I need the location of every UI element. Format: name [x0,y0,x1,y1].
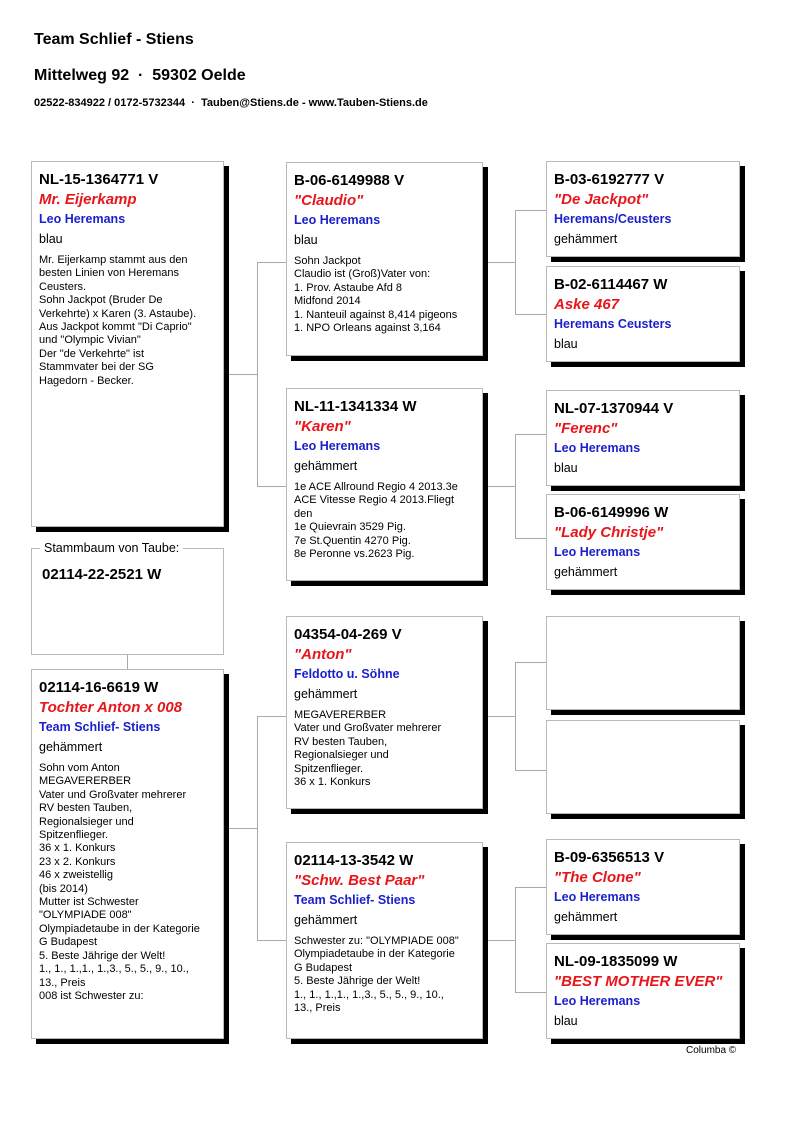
ddd-card [546,943,740,1039]
connector-line [483,262,515,263]
address: Mittelweg 92 · 59302 Oelde [34,67,246,84]
breeder-name: Leo Heremans [294,213,381,227]
breeder-name: Leo Heremans [554,441,641,455]
ring-number: NL-15-1364771 V [39,171,159,188]
sss-card [546,161,740,257]
connector-line [515,887,546,888]
connector-line [515,662,546,663]
connector-line [483,486,515,487]
sds-card [546,390,740,486]
pigeon-name: Tochter Anton x 008 [39,699,183,716]
breeder-name: Heremans Ceusters [554,317,672,331]
pigeon-name: "Anton" [294,646,352,663]
pedigree-subject-box [31,548,224,655]
pigeon-name: "Schw. Best Paar" [294,872,425,889]
pigeon-color: gehämmert [294,913,358,927]
pigeon-notes: Mr. Eijerkamp stammt aus den besten Linien von Heremans Ceusters. Sohn Jackpot (Bruder De Verkehrte) x Karen (3. Astaube). Aus Jackpot kommt "Di Caprio" und "Olympic Vivian" Der "de Verkehrte" ist Stammvater bei der SG Hagedorn - Becker. [39,254,197,387]
pigeon-name: "Claudio" [294,192,364,209]
pigeon-notes: Schwester zu: "OLYMPIADE 008" Olympiadetaube in der Kategorie G Budapest 5. Beste Jährige der Welt! 1., 1., 1.,1., 1.,3., 5., 5., 9., 10., 13., Preis [294,935,459,1015]
breeder-name: Leo Heremans [554,994,641,1008]
connector-line [483,940,515,941]
sire-card [31,161,224,527]
ring-number: NL-07-1370944 V [554,400,674,417]
ring-number: 02114-13-3542 W [294,852,414,869]
ring-number: B-09-6356513 V [554,849,665,866]
breeder-name: Team Schlief- Stiens [39,720,161,734]
connector-line [515,434,546,435]
breeder-name: Leo Heremans [39,212,126,226]
breeder-name: Leo Heremans [554,890,641,904]
dam-sire-card [286,616,483,809]
connector-line [257,486,286,487]
connector-line [257,262,286,263]
connector-line [515,992,546,993]
connector-line [515,434,516,538]
connector-line [515,662,516,770]
ring-number: B-06-6149996 W [554,504,669,521]
ring-number: NL-11-1341334 W [294,398,417,415]
pigeon-color: blau [294,233,318,247]
breeder-name: Leo Heremans [554,545,641,559]
pigeon-notes: MEGAVERERBER Vater und Großvater mehrerer RV besten Tauben, Regionalsieger und Spitzenflieger. 36 x 1. Konkurs [294,709,442,789]
pigeon-color: blau [554,1014,578,1028]
ring-number: 04354-04-269 V [294,626,402,643]
breeder-name: Feldotto u. Söhne [294,667,400,681]
ring-number: NL-09-1835099 W [554,953,678,970]
sire-dam-card [286,388,483,581]
ring-number: B-03-6192777 V [554,171,665,188]
connector-line [515,210,546,211]
pedigree-subject-ring: 02114-22-2521 W [42,566,162,583]
pigeon-color: gehämmert [554,232,618,246]
connector-line [127,655,128,669]
pigeon-color: blau [554,461,578,475]
pigeon-color: gehämmert [554,910,618,924]
dam-dam-card [286,842,483,1039]
dds-card [546,839,740,935]
pigeon-name: "Lady Christje" [554,524,664,541]
dsd-card-empty [546,720,740,814]
connector-line [515,538,546,539]
pigeon-color: gehämmert [294,459,358,473]
pigeon-name: "Karen" [294,418,351,435]
connector-line [257,716,286,717]
team-name: Team Schlief - Stiens [34,31,194,48]
pigeon-color: gehämmert [39,740,103,754]
dss-card-empty [546,616,740,710]
footer-credit: Columba © [686,1045,737,1056]
ring-number: B-06-6149988 V [294,172,405,189]
connector-line [257,940,286,941]
connector-line [515,314,546,315]
ring-number: B-02-6114467 W [554,276,668,293]
ring-number: 02114-16-6619 W [39,679,159,696]
ssd-card [546,266,740,362]
connector-line [257,262,258,486]
sire-sire-card [286,162,483,356]
pigeon-name: "The Clone" [554,869,641,886]
pigeon-name: Mr. Eijerkamp [39,191,137,208]
connector-line [483,716,515,717]
pigeon-notes: 1e ACE Allround Regio 4 2013.3e ACE Vitesse Regio 4 2013.Fliegt den 1e Quievrain 3529 Pig. 7e St.Quentin 4270 Pig. 8e Peronne vs.2623 Pig. [294,481,458,561]
pigeon-color: gehämmert [554,565,618,579]
connector-line [225,374,257,375]
connector-line [257,716,258,940]
pigeon-name: "De Jackpot" [554,191,649,208]
pigeon-name: Aske 467 [554,296,620,313]
sdd-card [546,494,740,590]
breeder-name: Heremans/Ceusters [554,212,672,226]
connector-line [225,828,257,829]
connector-line [515,210,516,314]
pigeon-notes: Sohn vom Anton MEGAVERERBER Vater und Großvater mehrerer RV besten Tauben, Regionalsieger und Spitzenflieger. 36 x 1. Konkurs 23 x 2. Konkurs 46 x zweistellig (bis 2014) Mutter ist Schwester "OLYMPIADE 008" Olympiadetaube in der Kategorie G Budapest 5. Beste Jährige der Welt! 1., 1., 1.,1., 1.,3., 5., 5., 9., 10., 13., Preis 008 ist Schwester zu: [39,762,200,1002]
dam-card [31,669,224,1039]
pigeon-name: "Ferenc" [554,420,618,437]
pedigree-subject-label: Stammbaum von Taube: [40,541,183,555]
breeder-name: Team Schlief- Stiens [294,893,416,907]
pigeon-color: gehämmert [294,687,358,701]
connector-line [515,770,546,771]
pigeon-name: "BEST MOTHER EVER" [554,973,723,990]
pigeon-color: blau [554,337,578,351]
connector-line [515,887,516,992]
pigeon-notes: Sohn Jackpot Claudio ist (Groß)Vater von: 1. Prov. Astaube Afd 8 Midfond 2014 1. Nanteuil against 8,414 pigeons 1. NPO Orleans against 3,164 [294,255,458,335]
contact-line: 02522-834922 / 0172-5732344 · Tauben@Stiens.de - www.Tauben-Stiens.de [34,97,428,109]
breeder-name: Leo Heremans [294,439,381,453]
pigeon-color: blau [39,232,63,246]
